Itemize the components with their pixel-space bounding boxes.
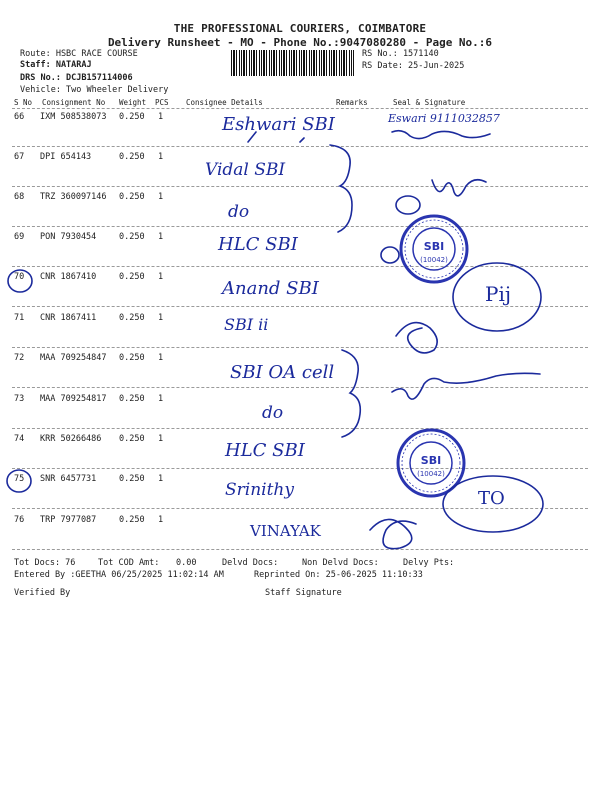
row-sno: 74 xyxy=(14,434,25,444)
row-divider xyxy=(12,468,588,469)
verified-by: Verified By xyxy=(14,588,71,598)
row-sno: 68 xyxy=(14,192,25,202)
total-docs: Tot Docs: 76 xyxy=(14,558,76,568)
row-pcs: 1 xyxy=(158,232,164,242)
sbi-stamp xyxy=(398,213,470,285)
handwriting-row-73: do xyxy=(262,403,284,423)
staff-signature: Staff Signature xyxy=(265,588,342,598)
row-divider xyxy=(12,226,588,227)
stamp-bank-name: SBI xyxy=(420,454,442,467)
column-header-remarks: Remarks xyxy=(336,98,368,107)
row-weight: 0.250 xyxy=(119,515,145,525)
row-sno: 76 xyxy=(14,515,25,525)
row-pcs: 1 xyxy=(158,434,164,444)
handwriting-row-75: Srinithy xyxy=(225,480,294,500)
row-weight: 0.250 xyxy=(119,313,145,323)
row-consignment: PON 7930454 xyxy=(40,232,97,242)
handwriting-row-74: HLC SBI xyxy=(225,440,305,461)
row-pcs: 1 xyxy=(158,272,164,282)
row-divider xyxy=(12,306,588,307)
row-consignment: TRZ 360097146 xyxy=(40,192,107,202)
row-sno: 71 xyxy=(14,313,25,323)
row-weight: 0.250 xyxy=(119,152,145,162)
row-consignment: MAA 709254817 xyxy=(40,394,107,404)
row-consignment: CNR 1867411 xyxy=(40,313,97,323)
row-pcs: 1 xyxy=(158,192,164,202)
vehicle-label: Vehicle: Two Wheeler Delivery xyxy=(20,85,169,95)
handwriting-row-66: Eshwari SBI xyxy=(222,114,335,135)
row-weight: 0.250 xyxy=(119,394,145,404)
row-pcs: 1 xyxy=(158,474,164,484)
staff-label: Staff: NATARAJ xyxy=(20,60,92,70)
sheet-title: Delivery Runsheet - MO - Phone No.:9047080280 - Page No.:6 xyxy=(107,36,493,49)
row-sno: 75 xyxy=(14,474,25,484)
route-label: Route: HSBC RACE COURSE xyxy=(20,49,138,59)
row-sno: 73 xyxy=(14,394,25,404)
row-pcs: 1 xyxy=(158,353,164,363)
handwriting-row-76: VINAYAK xyxy=(250,522,321,540)
total-cod-label: Tot COD Amt: xyxy=(98,558,160,568)
column-header-sno: S No xyxy=(14,98,33,107)
company-name: THE PROFESSIONAL COURIERS, COIMBATORE xyxy=(173,22,427,35)
delivery-points: Delvy Pts: xyxy=(403,558,455,568)
row-sno: 72 xyxy=(14,353,25,363)
row-consignment: KRR 50266486 xyxy=(40,434,102,444)
handwriting-row-70: Anand SBI xyxy=(222,278,319,299)
header-divider xyxy=(12,108,588,109)
row-pcs: 1 xyxy=(158,112,164,122)
column-header-seal: Seal & Signature xyxy=(393,98,466,107)
row-divider xyxy=(12,428,588,429)
row-pcs: 1 xyxy=(158,152,164,162)
row-pcs: 1 xyxy=(158,515,164,525)
handwriting-row-67: Vidal SBI xyxy=(205,160,286,180)
row-sno: 66 xyxy=(14,112,25,122)
sbi-stamp xyxy=(395,427,467,499)
handwriting-row-69: HLC SBI xyxy=(218,234,298,255)
stamp-bank-name: SBI xyxy=(423,240,445,253)
row-consignment: DPI 654143 xyxy=(40,152,92,162)
column-header-weight: Weight xyxy=(119,98,147,107)
row-consignment: MAA 709254847 xyxy=(40,353,107,363)
row-consignment: CNR 1867410 xyxy=(40,272,97,282)
handwriting-row-72: SBI OA cell xyxy=(230,362,335,383)
delivered-docs: Delvd Docs: xyxy=(222,558,279,568)
handwriting-row-71: SBI ii xyxy=(224,315,269,334)
total-cod-amount: 0.00 xyxy=(176,558,197,568)
row-consignment: TRP 7977087 xyxy=(40,515,97,525)
column-header-consignment: Consignment No xyxy=(42,98,106,107)
row-weight: 0.250 xyxy=(119,112,145,122)
row-pcs: 1 xyxy=(158,313,164,323)
stamp-branch-code: (10042) xyxy=(420,256,448,264)
row-consignment: SNR 6457731 xyxy=(40,474,97,484)
column-header-consignee: Consignee Details xyxy=(186,98,263,107)
row-weight: 0.250 xyxy=(119,272,145,282)
row-sno: 70 xyxy=(14,272,25,282)
table-bottom-divider xyxy=(12,549,588,550)
row-pcs: 1 xyxy=(158,394,164,404)
annotation-pij: Pij xyxy=(485,282,512,306)
column-header-pcs: PCS xyxy=(155,98,169,107)
rs-number: RS No.: 1571140 xyxy=(362,49,439,59)
stamp-branch-code: (10042) xyxy=(417,470,445,478)
barcode xyxy=(231,50,354,76)
row-divider xyxy=(12,387,588,388)
row-weight: 0.250 xyxy=(119,192,145,202)
annotation-to: TO xyxy=(478,488,505,509)
row-divider xyxy=(12,186,588,187)
reprinted-on: Reprinted On: 25-06-2025 11:10:33 xyxy=(254,570,423,580)
row-divider xyxy=(12,347,588,348)
row-divider xyxy=(12,146,588,147)
non-delivered-docs: Non Delvd Docs: xyxy=(302,558,379,568)
entered-by: Entered By :GEETHA 06/25/2025 11:02:14 AM xyxy=(14,570,224,580)
drs-no: DRS No.: DCJB157114006 xyxy=(20,73,133,83)
row-consignment: IXM 508538073 xyxy=(40,112,107,122)
signature-row-66: Eswari 9111032857 xyxy=(388,112,500,125)
row-sno: 69 xyxy=(14,232,25,242)
row-weight: 0.250 xyxy=(119,474,145,484)
row-sno: 67 xyxy=(14,152,25,162)
rs-date: RS Date: 25-Jun-2025 xyxy=(362,61,465,71)
handwriting-row-68: do xyxy=(228,202,250,222)
row-weight: 0.250 xyxy=(119,434,145,444)
row-divider xyxy=(12,266,588,267)
row-weight: 0.250 xyxy=(119,353,145,363)
row-weight: 0.250 xyxy=(119,232,145,242)
